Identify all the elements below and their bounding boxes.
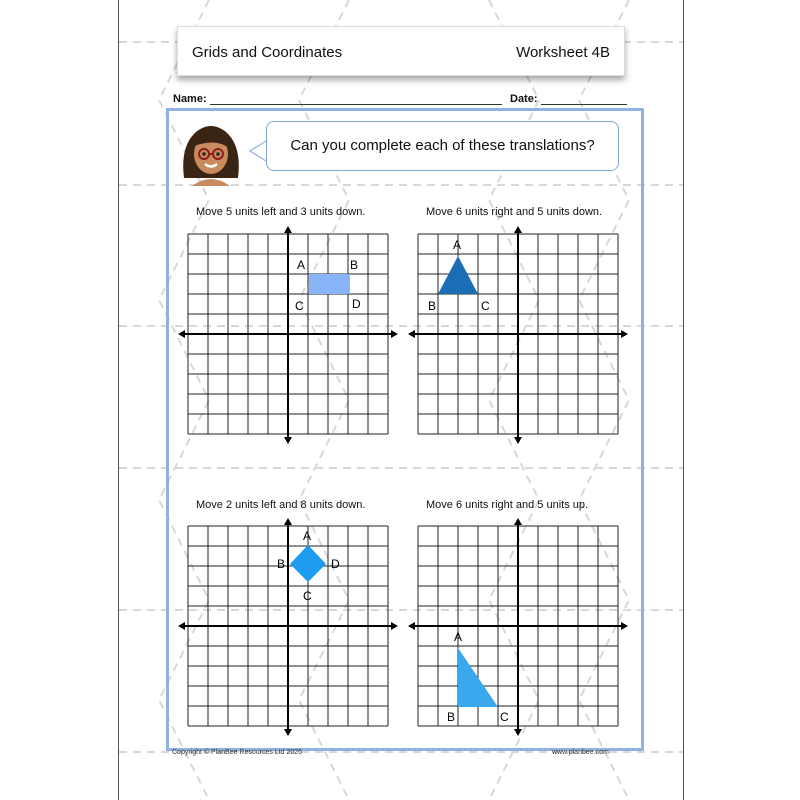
name-label: Name:: [173, 93, 207, 105]
grid-2: [408, 226, 630, 448]
name-field[interactable]: [173, 93, 502, 105]
copyright-text: Copyright © PlanBee Resources Ltd 2026: [172, 749, 303, 756]
vertex-label-B: B: [277, 557, 286, 571]
axes: [178, 226, 398, 444]
teacher-avatar-icon: [176, 116, 246, 186]
shape-triangle: [438, 256, 478, 294]
vertex-label-A: A: [453, 238, 462, 252]
worksheet-number: Worksheet 4B: [516, 44, 610, 61]
speech-bubble: [266, 121, 619, 171]
date-label: Date:: [510, 93, 538, 105]
grid-1: [178, 226, 400, 448]
axes: [178, 518, 398, 736]
date-field[interactable]: [510, 93, 627, 105]
instruction-3: Move 2 units left and 8 units down.: [196, 499, 366, 511]
vertex-label-A: A: [454, 630, 463, 644]
website-text: www.planbee.com: [552, 749, 609, 756]
instruction-4: Move 6 units right and 5 units up.: [426, 499, 589, 511]
vertex-label-C: C: [303, 589, 312, 603]
grid-4: [408, 518, 630, 740]
title-card: [177, 26, 625, 76]
vertex-label-B: B: [428, 299, 437, 313]
worksheet-title: Grids and Coordinates: [192, 44, 343, 61]
vertex-label-C: C: [295, 299, 304, 313]
vertex-label-A: A: [297, 258, 306, 272]
instruction-2: Move 6 units right and 5 units down.: [426, 206, 603, 218]
vertex-label-B: B: [447, 710, 456, 724]
vertex-label-D: D: [352, 297, 361, 311]
grid-3: [178, 518, 400, 740]
prompt-text: Can you complete each of these translations?: [290, 137, 595, 154]
vertex-label-B: B: [350, 258, 359, 272]
instruction-1: Move 5 units left and 3 units down.: [196, 206, 366, 218]
vertex-label-A: A: [303, 529, 312, 543]
axes: [408, 226, 628, 444]
axes: [408, 518, 628, 736]
name-line[interactable]: [210, 94, 502, 105]
shape-diamond: [290, 545, 326, 582]
date-line[interactable]: [541, 94, 627, 105]
speech-bubble-tail: [248, 140, 268, 162]
vertex-label-C: C: [481, 299, 490, 313]
vertex-label-D: D: [331, 557, 340, 571]
shape-rectangle: [309, 274, 350, 294]
vertex-label-C: C: [500, 710, 509, 724]
